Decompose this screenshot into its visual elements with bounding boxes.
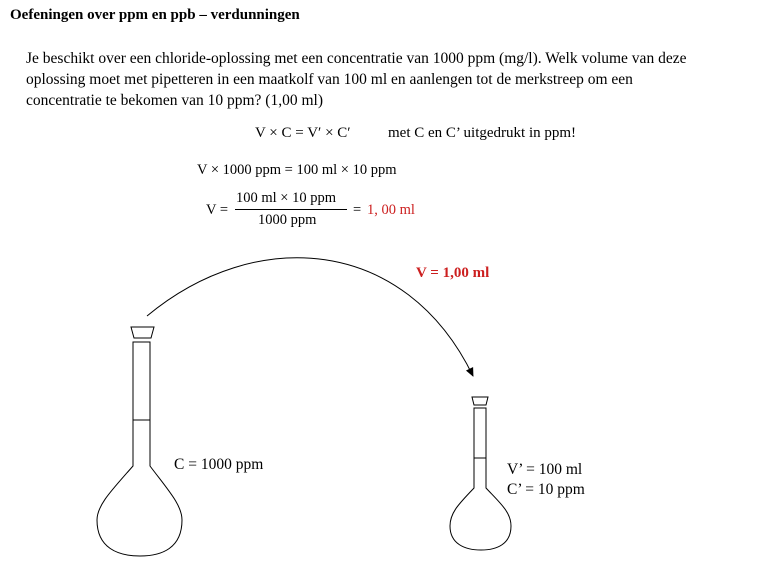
fraction-denominator: 1000 ppm (258, 212, 317, 228)
dilution-formula: V × C = V′ × C′ (255, 125, 351, 141)
volumetric-flask-icon (97, 327, 182, 556)
source-concentration-label: C = 1000 ppm (174, 456, 264, 473)
substituted-formula: V × 1000 ppm = 100 ml × 10 ppm (197, 162, 397, 178)
question-line-2: oplossing moet met pipetteren in een maatkolf van 100 ml en aanlengen tot de merkstreep om een (26, 71, 633, 88)
formula-note: met C en C’ uitgedrukt in ppm! (388, 125, 577, 141)
question-line-1: Je beschikt over een chloride-oplossing met een concentratie van 1000 ppm (mg/l). Welk volume van deze (26, 50, 687, 67)
fraction-result: 1, 00 ml (367, 202, 415, 218)
result-volume-label: V = 1,00 ml (416, 265, 490, 281)
page-title: Oefeningen over ppm en ppb – verdunningen (10, 7, 300, 23)
volumetric-flask-icon (450, 397, 511, 550)
fraction-numerator: 100 ml × 10 ppm (236, 190, 337, 206)
question-line-3: concentratie te bekomen van 10 ppm? (1,00 ml) (26, 92, 323, 109)
target-concentration-label: C’ = 10 ppm (507, 481, 585, 498)
fraction-lhs: V = (206, 202, 229, 218)
fraction-equals: = (353, 202, 362, 218)
target-volume-label: V’ = 100 ml (507, 461, 583, 478)
